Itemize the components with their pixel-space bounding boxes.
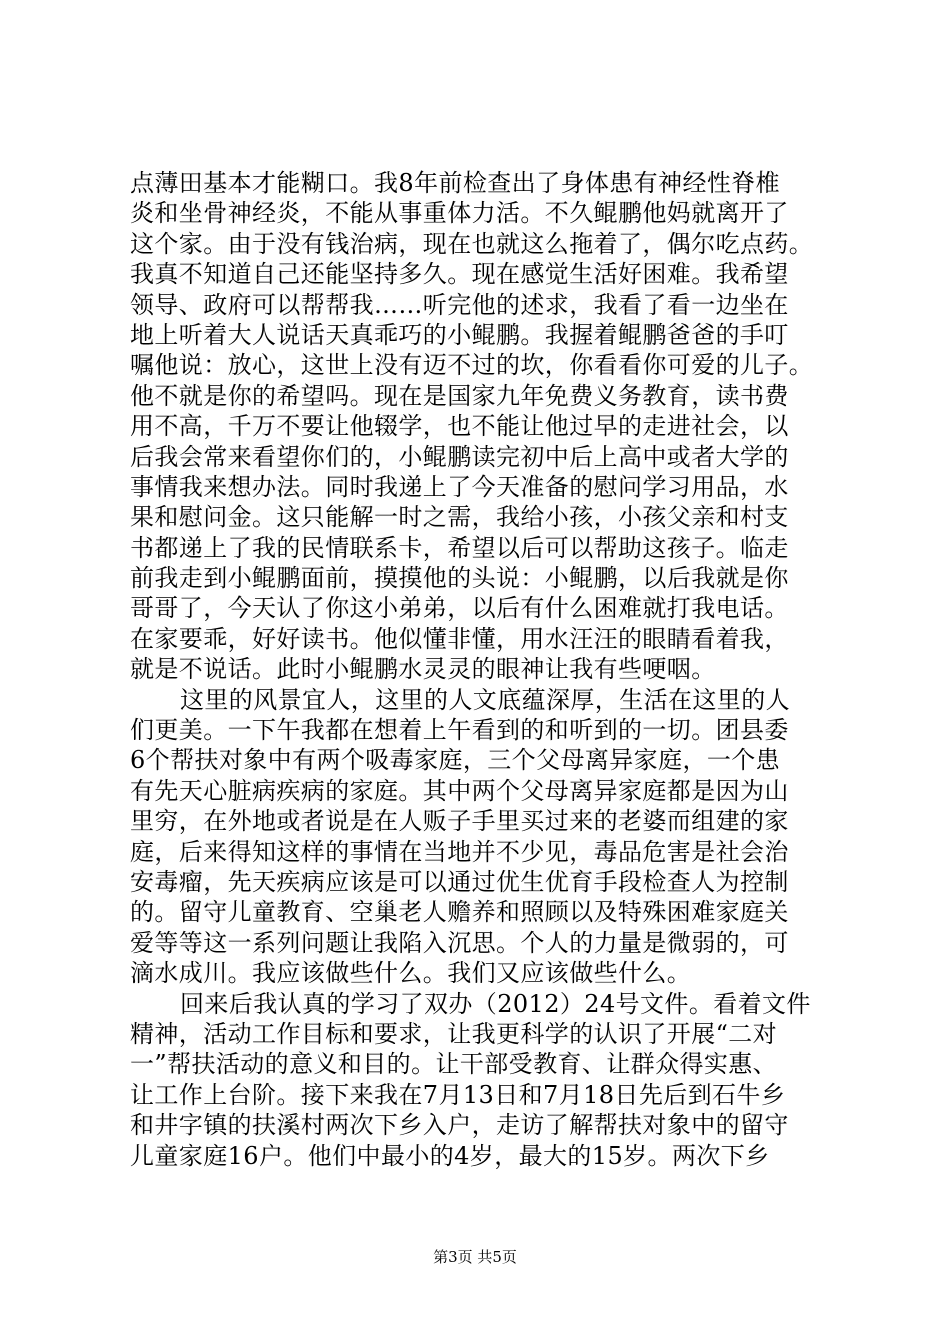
text-line: 儿童家庭16户。他们中最小的4岁，最大的15岁。两次下乡 (130, 1141, 770, 1170)
page-number-footer: 第3页 共5页 (433, 1248, 517, 1266)
text-line: 事情我来想办法。同时我递上了今天准备的慰问学习用品，水 (130, 472, 789, 501)
text-line: 就是不说话。此时小鲲鹏水灵灵的眼神让我有些哽咽。 (130, 655, 716, 684)
text-line: 我真不知道自己还能坚持多久。现在感觉生活好困难。我希望 (130, 260, 789, 289)
text-line: 们更美。一下午我都在想着上午看到的和听到的一切。团县委 (130, 716, 789, 745)
text-line: 领导、政府可以帮帮我……听完他的述求，我看了看一边坐在 (130, 290, 789, 319)
document-body (130, 168, 830, 1171)
text-line: 精神，活动工作目标和要求，让我更科学的认识了开展“二对 (130, 1019, 778, 1048)
text-line: 他不就是你的希望吗。现在是国家九年免费义务教育，读书费 (130, 381, 789, 410)
text-line: 后我会常来看望你们的，小鲲鹏读完初中后上高中或者大学的 (130, 442, 789, 471)
text-line: 一”帮扶活动的意义和目的。让干部受教育、让群众得实惠、 (130, 1050, 778, 1079)
text-line: 有先天心脏病疾病的家庭。其中两个父母离异家庭都是因为山 (130, 776, 789, 805)
text-line: 果和慰问金。这只能解一时之需，我给小孩，小孩父亲和村支 (130, 503, 789, 532)
text-line: 点薄田基本才能糊口。我8年前检查出了身体患有神经性脊椎 (130, 169, 781, 197)
text-line: 这个家。由于没有钱治病，现在也就这么拖着了，偶尔吃点药。 (130, 229, 814, 258)
text-line: 里穷，在外地或者说是在人贩子手里买过来的老婆而组建的家 (130, 807, 789, 836)
text-line: 前我走到小鲲鹏面前，摸摸他的头说：小鲲鹏，以后我就是你 (130, 564, 789, 593)
text-line: 书都递上了我的民情联系卡，希望以后可以帮助这孩子。临走 (130, 533, 789, 562)
text-line: 的。留守儿童教育、空巢老人赡养和照顾以及特殊困难家庭关 (130, 898, 789, 927)
text-line: 用不高，千万不要让他辍学，也不能让他过早的走进社会，以 (130, 412, 789, 441)
text-line: 爱等等这一系列问题让我陷入沉思。个人的力量是微弱的，可 (130, 928, 789, 957)
text-line: 6个帮扶对象中有两个吸毒家庭，三个父母离异家庭，一个患 (130, 746, 781, 775)
text-line: 滴水成川。我应该做些什么。我们又应该做些什么。 (130, 959, 692, 988)
paragraph-first-line: 这里的风景宜人，这里的人文底蕴深厚，生活在这里的人 (180, 685, 790, 714)
text-line: 地上听着大人说话天真乖巧的小鲲鹏。我握着鲲鹏爸爸的手叮 (130, 320, 789, 349)
text-line: 和井字镇的扶溪村两次下乡入户，走访了解帮扶对象中的留守 (130, 1111, 789, 1140)
text-line: 炎和坐骨神经炎，不能从事重体力活。不久鲲鹏他妈就离开了 (130, 199, 789, 228)
text-line: 安毒瘤，先天疾病应该是可以通过优生优育手段检查人为控制 (130, 867, 789, 896)
text-line: 哥哥了，今天认了你这小弟弟，以后有什么困难就打我电话。 (130, 594, 789, 623)
text-line: 庭，后来得知这样的事情在当地并不少见，毒品危害是社会治 (130, 837, 789, 866)
paragraph-first-line: 回来后我认真的学习了双办（2012）24号文件。看着文件 (180, 989, 811, 1018)
text-line: 在家要乖，好好读书。他似懂非懂，用水汪汪的眼睛看着我， (130, 624, 789, 653)
text-line: 让工作上台阶。接下来我在7月13日和7月18日先后到石牛乡 (130, 1080, 786, 1109)
text-line: 嘱他说：放心，这世上没有迈不过的坎，你看看你可爱的儿子。 (130, 351, 814, 380)
